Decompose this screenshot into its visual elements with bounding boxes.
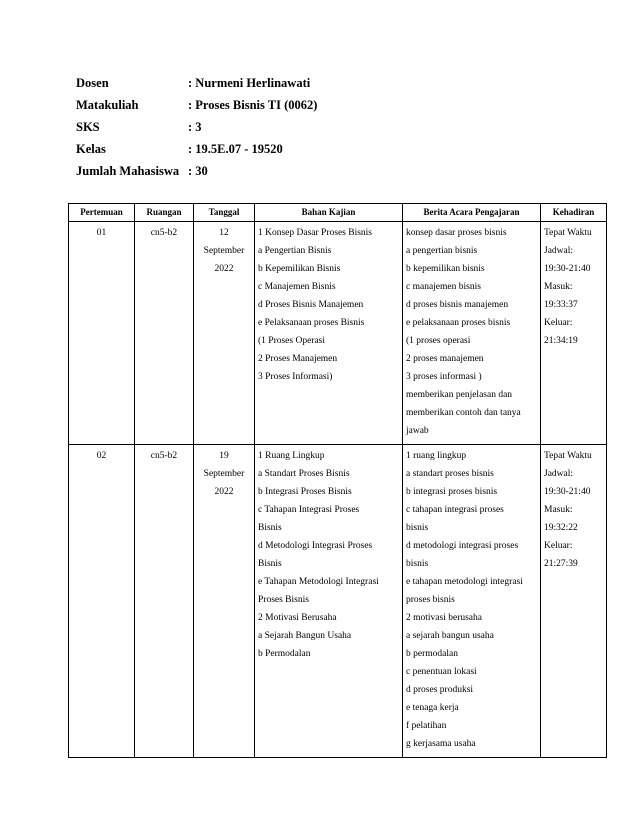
berita-acara-cell-line: konsep dasar proses bisnis <box>406 228 507 238</box>
berita-acara-cell-line: a sejarah bangun usaha <box>406 631 494 641</box>
column-header-pertemuan: Pertemuan <box>69 204 135 222</box>
tanggal-cell <box>194 445 255 758</box>
dosen-row <box>76 74 317 96</box>
berita-acara-cell-line: jawab <box>406 426 429 436</box>
bahan-kajian-cell-line: 3 Proses Informasi) <box>258 372 333 382</box>
bahan-kajian-cell-line: c Tahapan Integrasi Proses <box>258 505 360 515</box>
kehadiran-cell-line: Tepat Waktu <box>544 228 592 238</box>
kehadiran-cell-line: 19:30-21:40 <box>544 264 591 274</box>
tanggal-cell-line: 12 <box>219 228 229 238</box>
dosen-value: : Nurmeni Herlinawati <box>188 76 311 90</box>
berita-acara-cell-line: e pelaksanaan proses bisnis <box>406 318 511 328</box>
tanggal-cell-line: September <box>203 246 245 256</box>
bahan-kajian-cell-line: Bisnis <box>258 523 282 533</box>
berita-acara-cell-line: 2 motivasi berusaha <box>406 613 482 623</box>
matakuliah-label: Matakuliah <box>76 98 139 112</box>
matakuliah-row <box>76 96 317 118</box>
berita-acara-cell-line: proses bisnis <box>406 595 455 605</box>
tanggal-cell-line: 2022 <box>214 264 234 274</box>
table-row <box>69 445 607 758</box>
berita-acara-cell-line: e tahapan metodologi integrasi <box>406 577 523 587</box>
berita-acara-cell <box>403 222 541 445</box>
berita-acara-cell-line: d proses bisnis manajemen <box>406 300 509 310</box>
sks-row <box>76 118 317 140</box>
table-header-row <box>69 204 607 222</box>
bahan-kajian-cell-line: Bisnis <box>258 559 282 569</box>
kehadiran-cell-line: 19:33:37 <box>544 300 578 310</box>
sks-value: : 3 <box>188 120 202 134</box>
berita-acara-cell-line: e tenaga kerja <box>406 703 459 713</box>
berita-acara-cell <box>403 445 541 758</box>
kehadiran-cell-line: 19:30-21:40 <box>544 487 591 497</box>
sks-label: SKS <box>76 120 100 134</box>
bahan-kajian-cell-line: 1 Ruang Lingkup <box>258 451 325 461</box>
kehadiran-cell-line: Jadwal: <box>544 469 574 479</box>
bahan-kajian-cell-line: b Permodalan <box>258 649 311 659</box>
kehadiran-cell-line: Keluar: <box>544 318 573 328</box>
kelas-label: Kelas <box>76 142 106 156</box>
bahan-kajian-cell-line: a Pengertian Bisnis <box>258 246 332 256</box>
kehadiran-cell-line: 21:27:39 <box>544 559 578 569</box>
kehadiran-cell-line: Jadwal: <box>544 246 574 256</box>
kehadiran-cell <box>541 222 607 445</box>
bahan-kajian-cell <box>255 222 403 445</box>
berita-acara-cell-line: a standart proses bisnis <box>406 469 494 479</box>
kehadiran-cell-line: Masuk: <box>544 505 573 515</box>
dosen-label: Dosen <box>76 76 109 90</box>
berita-acara-cell-line: 1 ruang lingkup <box>406 451 467 461</box>
jumlah-mahasiswa-label: Jumlah Mahasiswa <box>76 164 180 178</box>
bahan-kajian-cell-line: e Tahapan Metodologi Integrasi <box>258 577 379 587</box>
jumlah-mahasiswa-row <box>76 162 317 184</box>
pertemuan-cell: 02 <box>69 445 135 758</box>
bahan-kajian-cell-line: c Manajemen Bisnis <box>258 282 336 292</box>
berita-acara-cell-line: b permodalan <box>406 649 458 659</box>
attendance-table <box>68 203 607 758</box>
berita-acara-cell-line: d proses produksi <box>406 685 474 695</box>
kehadiran-cell-line: 19:32:22 <box>544 523 578 533</box>
tanggal-cell-line: September <box>203 469 245 479</box>
kelas-value: : 19.5E.07 - 19520 <box>188 142 283 156</box>
berita-acara-cell-line: 2 proses manajemen <box>406 354 484 364</box>
kehadiran-cell-line: Keluar: <box>544 541 573 551</box>
column-header-tanggal: Tanggal <box>194 204 255 222</box>
berita-acara-cell-line: d metodologi integrasi proses <box>406 541 519 551</box>
column-header-ruangan: Ruangan <box>135 204 194 222</box>
bahan-kajian-cell-line: e Pelaksanaan proses Bisnis <box>258 318 365 328</box>
table-row <box>69 222 607 445</box>
berita-acara-cell-line: f pelatihan <box>406 721 447 731</box>
bahan-kajian-cell-line: a Sejarah Bangun Usaha <box>258 631 352 641</box>
bahan-kajian-cell-line: (1 Proses Operasi <box>258 336 326 346</box>
kehadiran-cell-line: 21:34:19 <box>544 336 578 346</box>
kehadiran-cell <box>541 445 607 758</box>
berita-acara-cell-line: bisnis <box>406 523 429 533</box>
ruangan-cell: cn5-b2 <box>135 222 194 445</box>
bahan-kajian-cell-line: b Integrasi Proses Bisnis <box>258 487 352 497</box>
tanggal-cell <box>194 222 255 445</box>
berita-acara-cell-line: 3 proses informasi ) <box>406 372 482 382</box>
matakuliah-value: : Proses Bisnis TI (0062) <box>188 98 318 112</box>
berita-acara-cell-line: b integrasi proses bisnis <box>406 487 498 497</box>
bahan-kajian-cell-line: b Kepemilikan Bisnis <box>258 264 341 274</box>
bahan-kajian-cell-line: a Standart Proses Bisnis <box>258 469 350 479</box>
berita-acara-cell-line: c manajemen bisnis <box>406 282 481 292</box>
bahan-kajian-cell <box>255 445 403 758</box>
bahan-kajian-cell-line: d Metodologi Integrasi Proses <box>258 541 373 551</box>
bahan-kajian-cell-line: 2 Proses Manajemen <box>258 354 338 364</box>
berita-acara-cell-line: a pengertian bisnis <box>406 246 478 256</box>
bahan-kajian-cell-line: Proses Bisnis <box>258 595 309 605</box>
berita-acara-cell-line: b kepemilikan bisnis <box>406 264 485 274</box>
ruangan-cell: cn5-b2 <box>135 445 194 758</box>
column-header-kehadiran: Kehadiran <box>541 204 607 222</box>
kelas-row <box>76 140 317 162</box>
berita-acara-cell-line: c tahapan integrasi proses <box>406 505 504 515</box>
bahan-kajian-cell-line: d Proses Bisnis Manajemen <box>258 300 364 310</box>
kehadiran-cell-line: Tepat Waktu <box>544 451 592 461</box>
berita-acara-cell-line: (1 proses operasi <box>406 336 471 346</box>
bahan-kajian-cell-line: 1 Konsep Dasar Proses Bisnis <box>258 228 372 238</box>
tanggal-cell-line: 19 <box>219 451 229 461</box>
berita-acara-cell-line: g kerjasama usaha <box>406 739 476 749</box>
berita-acara-cell-line: memberikan contoh dan tanya <box>406 408 521 418</box>
berita-acara-cell-line: memberikan penjelasan dan <box>406 390 513 400</box>
jumlah-mahasiswa-value: : 30 <box>188 164 208 178</box>
course-info-header <box>76 74 317 184</box>
bahan-kajian-cell-line: 2 Motivasi Berusaha <box>258 613 337 623</box>
pertemuan-cell: 01 <box>69 222 135 445</box>
column-header-berita-acara: Berita Acara Pengajaran <box>403 204 541 222</box>
column-header-bahan-kajian: Bahan Kajian <box>255 204 403 222</box>
berita-acara-cell-line: c penentuan lokasi <box>406 667 477 677</box>
tanggal-cell-line: 2022 <box>214 487 234 497</box>
kehadiran-cell-line: Masuk: <box>544 282 573 292</box>
berita-acara-cell-line: bisnis <box>406 559 429 569</box>
